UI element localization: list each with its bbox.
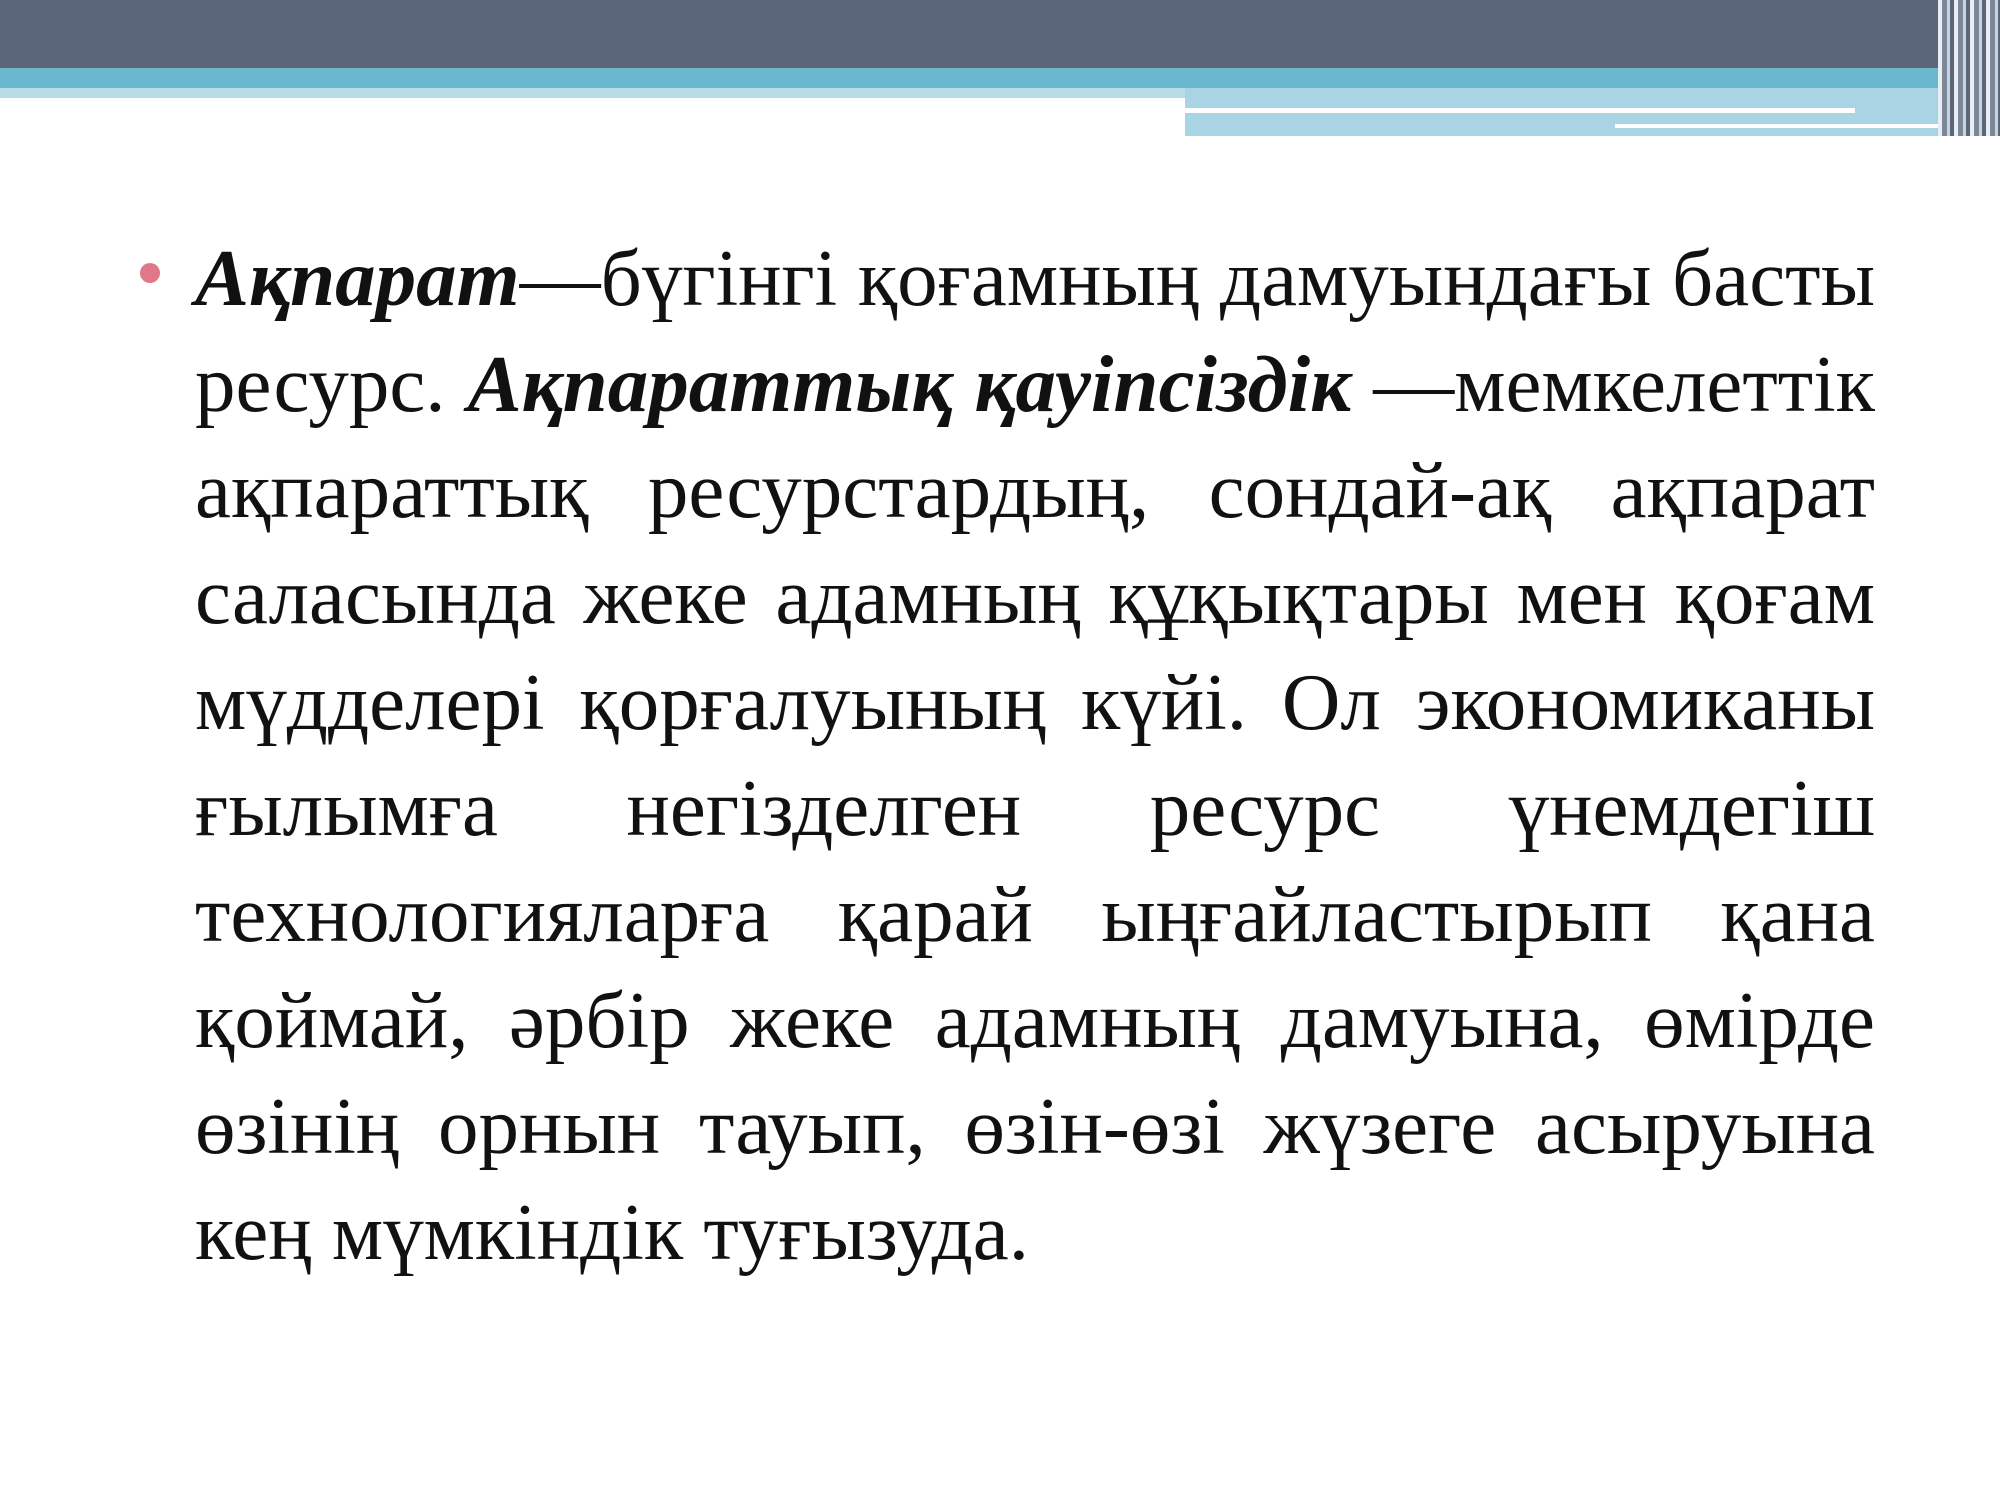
text-information-security: —мемкелеттік ақпараттық ресурстардың, сондай-ақ ақпарат саласында жеке адамның құқықтары мен қоғам мүдделері қорғалуының күйі. Ол экономиканы ғылымға негізделген ресурс үнемдегіш технологияларға қарай ыңғайластырып қана қоймай, әрбір жеке адамның дамуына, өмірде өзінің орнын тауып, өзін-өзі жүзеге асыруына кең мүмкіндік туғызуда. bbox=[195, 339, 1875, 1277]
header-stripes-decoration bbox=[1938, 0, 2000, 136]
header-dark-band bbox=[0, 0, 2000, 68]
text-information: —бүгінгі қоғамның дамуындағы басты ресурс. bbox=[195, 233, 1875, 429]
header-white-line bbox=[1185, 108, 1855, 113]
header-blue-band bbox=[0, 68, 2000, 88]
header-light-band-left bbox=[0, 88, 1185, 98]
bullet-icon bbox=[140, 263, 160, 283]
term-information-security: Ақпараттық қауіпсіздік bbox=[467, 339, 1352, 429]
definition-paragraph bbox=[195, 225, 1875, 1285]
term-information: Ақпарат bbox=[195, 233, 520, 323]
